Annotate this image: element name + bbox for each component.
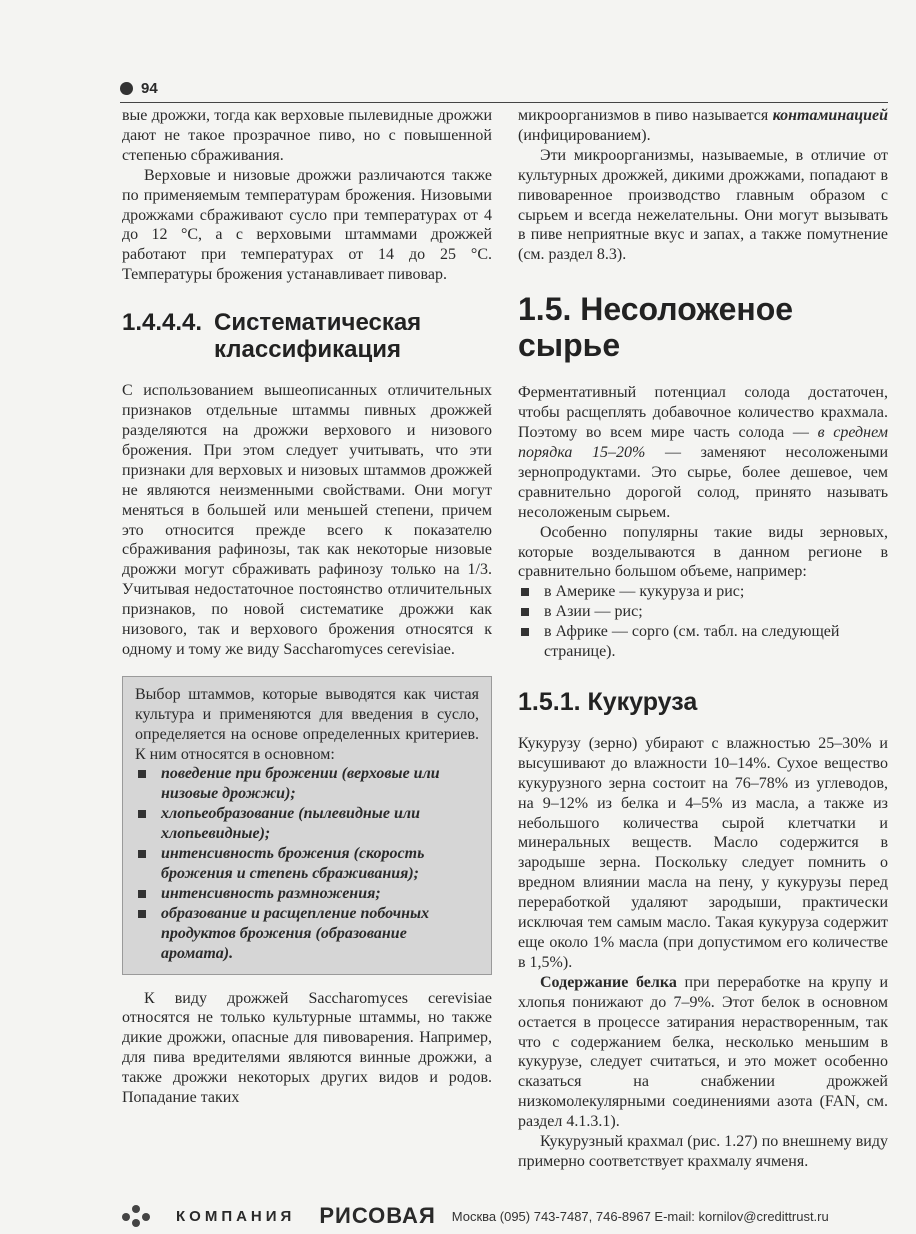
paragraph: Кукурузу (зерно) убирают с влажностью 25–30% и высушивают до влажности 10–14%. Сухое вещество кукурузного зерна состоит на 76–78% из углеводов, на 9–12% из белка и 4–5% из масла, а также из небольшого количества сырой клетчатки и минеральных веществ. Масло содержится в зародыше зерна. Поскольку следует помнить о вредном влиянии масла на пену, у кукурузы перед переработкой удаляют зародыши, практически исключая тем самым масло. Такая кукуруза содержит еще около 1% масла (при допустимом его количестве в 1,5%). [518,734,888,971]
footer-company: КОМПАНИЯ [176,1207,296,1225]
section-heading-1-4-4-4 [122,309,492,363]
list-item: в Африке — сорго (см. табл. на следующей странице). [518,622,888,662]
list-item: хлопьеобразование (пылевидные или хлопьевидные); [135,804,479,844]
publisher-logo-icon [120,1203,160,1229]
heading-line-2: классификация [214,336,401,364]
left-column [122,106,492,1108]
emphasis: в среднем порядка 15–20% [518,424,888,461]
right-column [518,106,888,1172]
box-intro: Выбор штаммов, которые выводятся как чистая культура и применяются для введения в сусло, определяется на основе определенных критериев. К ним относятся в основном: [135,685,479,763]
text-run: при переработке на крупу и хлопья понижают до 7–9%. Этот белок в основном остается в процессе затирания нерастворенным, так что с содержанием белка, несколько меньшим в кукурузе, следует считаться, и это может особенно сказаться на снабжении дрожжей низкомолекулярными соединениями азота (FAN, см. раздел 4.1.3.1). [518,973,888,1131]
list-item: поведение при брожении (верховые или низовые дрожжи); [135,764,479,804]
text-run: — заменяют несоложеными зернопродуктами. Это сырье, более дешевое, чем сравнительно дорогой солод, принято называть несоложеным сырьем. [518,443,888,521]
term-contamination: контаминацией [772,107,888,124]
text-run: Ферментативный потенциал солода достаточен, чтобы расщеплять добавочное количество крахмала. Поэтому во всем мире часть солода — [518,384,888,442]
paragraph [518,973,888,1132]
footer-brand: РИСОВАЯ [319,1203,436,1228]
page-number [120,80,158,97]
heading-number: 1.4.4.4. [122,309,203,337]
paragraph: Эти микроорганизмы, называемые, в отличие от культурных дрожжей, дикими дрожжами, попадают в пивоваренное производство главным образом с сырьем и всегда нежелательны. Они могут вызывать в пиве неприятные вкус и запах, а также помутнение (см. раздел 8.3). [518,146,888,264]
criteria-list [135,764,479,963]
footer-contact: Москва (095) 743-7487, 746-8967 E-mail: kornilov@credittrust.ru [451,1208,829,1224]
bold-term: Содержание белка [540,973,677,991]
paragraph: Особенно популярны такие виды зерновых, которые возделываются в данном регионе в сравнительно большом объеме, например: [518,523,888,581]
region-list [518,582,888,662]
paragraph: С использованием вышеописанных отличительных признаков отдельные штаммы пивных дрожжей разделяются на дрожжи верхового и низового брожения. При этом следует учитывать, что эти признаки для верховых и низовых штаммов дрожжей не являются неизменными свойствами. Они могут меняться в большей или меньшей степени, причем это относится прежде всего к показателю сбраживания рафинозы, так как некоторые низовые дрожжи могут сбраживать рафинозу только на 1/3. Учитывая недостаточное постоянство отличительных признаков, по новой систематике дрожжи как низового, так и верхового брожения относятся к одному и тому же виду Saccharomyces cerevisiae. [122,382,492,658]
header-rule [120,102,888,103]
list-item: интенсивность размножения; [135,884,479,904]
paragraph [518,383,888,522]
text-run: (инфицированием). [518,126,651,144]
page-marker-icon [120,82,133,95]
heading-line-1: Систематическая [214,309,422,337]
section-heading-1-5-1: 1.5.1. Кукуруза [518,687,698,716]
paragraph: К виду дрожжей Saccharomyces cerevisiae относятся не только культурные штаммы, но также дикие дрожжи, опасные для пивоварения. Например, для пива вредителями являются винные дрожжи, а также дрожжи некоторых других видов и родов. Попадание таких [122,989,492,1107]
list-item: интенсивность брожения (скорость брожения и степень сбраживания); [135,844,479,884]
text-run: микроорганизмов в пиво называется [518,107,773,124]
criteria-box [122,676,492,975]
list-item: в Азии — рис; [518,602,888,622]
paragraph [518,106,888,146]
list-item: образование и расщепление побочных продуктов брожения (образование аромата). [135,904,479,964]
publisher-footer [120,1202,896,1230]
list-item: в Америке — кукуруза и рис; [518,582,888,602]
paragraph: вые дрожжи, тогда как верховые пылевидные дрожжи дают не такое прозрачное пиво, но с повышенной степенью сбраживания. [122,107,492,164]
paragraph: Верховые и низовые дрожжи различаются также по применяемым температурам брожения. Низовыми дрожжами сбраживают сусло при температурах от 4 до 12 °С, а с верховыми штаммами дрожжей работают при температурах от 14 до 25 °С. Температуры брожения устанавливает пивовар. [122,166,492,284]
page-number-text: 94 [141,80,158,97]
chapter-heading-1-5: 1.5. Несоложеное сырье [518,291,794,364]
paragraph: Кукурузный крахмал (рис. 1.27) по внешнему виду примерно соответствует крахмалу ячменя. [518,1133,888,1170]
